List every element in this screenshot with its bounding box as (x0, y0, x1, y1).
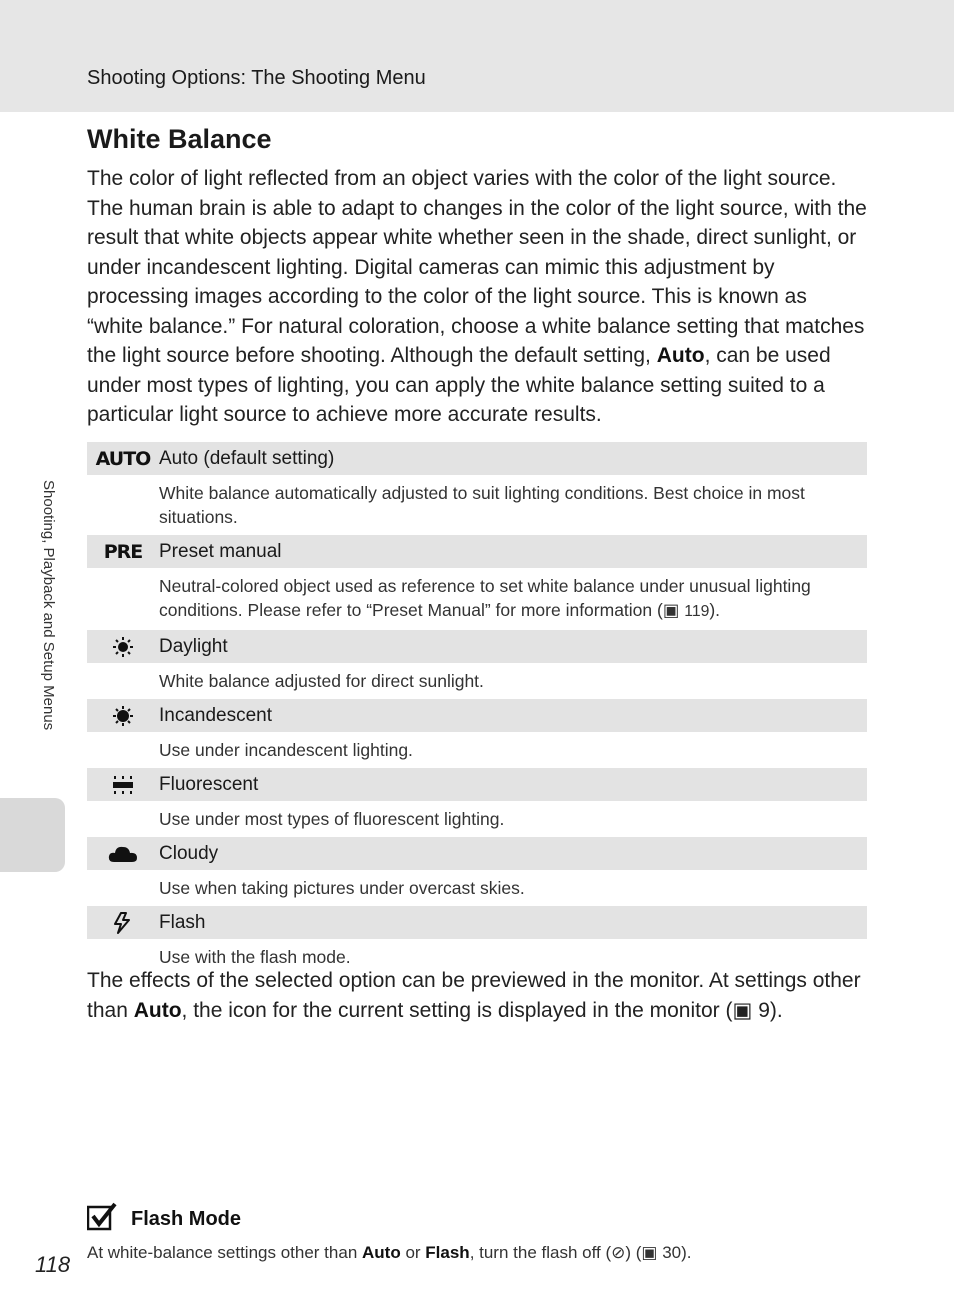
option-row-cloudy (87, 837, 867, 870)
cloudy-icon (87, 844, 159, 864)
fluorescent-icon (87, 775, 159, 795)
note-title: Flash Mode (131, 1208, 242, 1230)
header-band (0, 0, 954, 112)
running-header: Shooting Options: The Shooting Menu (87, 67, 426, 89)
option-name: Preset manual (159, 540, 282, 562)
option-description: White balance automatically adjusted to suit lighting conditions. Best choice in most situations. (159, 483, 805, 527)
option-row-preset (87, 535, 867, 568)
option-description: White balance adjusted for direct sunlight. (159, 671, 484, 691)
option-row-fluorescent (87, 768, 867, 801)
option-name: Fluorescent (159, 773, 259, 795)
option-description: Use under most types of fluorescent lighting. (159, 809, 505, 829)
option-description: Use under incandescent lighting. (159, 740, 413, 760)
preset-icon: PRE (103, 540, 143, 563)
incandescent-icon (87, 705, 159, 727)
page-number: 118 (35, 1252, 71, 1277)
flash-off-icon: ⊘ (611, 1243, 626, 1262)
option-description: Use when taking pictures under overcast skies. (159, 878, 525, 898)
option-name: Auto (default setting) (159, 447, 335, 469)
option-row-incandescent (87, 699, 867, 732)
checkmark-icon (87, 1202, 117, 1232)
side-tab (0, 798, 65, 872)
page-ref-icon: ▣ (641, 1243, 658, 1262)
option-row-flash (87, 906, 867, 939)
outro-paragraph: The effects of the selected option can be previewed in the monitor. At settings other than Auto, the icon for the current setting is displayed in the monitor (▣ 9). (87, 969, 861, 1022)
note-text: At white-balance settings other than Auto or Flash, turn the flash off (⊘) (▣ 30). (87, 1243, 692, 1262)
option-row-daylight (87, 630, 867, 663)
page-ref-icon: ▣ (732, 998, 753, 1022)
daylight-icon (87, 636, 159, 658)
options-table (87, 442, 867, 975)
option-name: Flash (159, 911, 206, 933)
option-description: Use with the flash mode. (159, 947, 351, 967)
flash-icon (87, 912, 159, 934)
option-description: Neutral-colored object used as reference to set white balance under unusual lighting conditions. Please refer to “Preset Manual” for more information (▣ 119). (159, 576, 811, 620)
option-name: Daylight (159, 635, 228, 657)
option-name: Incandescent (159, 704, 273, 726)
option-name: Cloudy (159, 842, 219, 864)
page-ref-icon: ▣ (662, 600, 680, 620)
option-row-auto (87, 442, 867, 475)
page-title: White Balance (87, 124, 272, 154)
intro-paragraph: The color of light reflected from an object varies with the color of the light source. The human brain is able to adapt to changes in the color of the light source, with the result that white objects appear white whether seen in the shade, direct sunlight, or under incandescent lighting. Digital cameras can mimic this adjustment by processing images according to the color of the light source. This is known as “white balance.” For natural coloration, choose a white balance setting that matches the light source before shooting. Although the default setting, Auto, can be used under most types of lighting, you can apply the white balance setting suited to a particular light source to achieve more accurate results. (87, 167, 867, 426)
auto-icon: AUTO (95, 447, 151, 470)
side-tab-label: Shooting, Playback and Setup Menus (40, 480, 57, 731)
